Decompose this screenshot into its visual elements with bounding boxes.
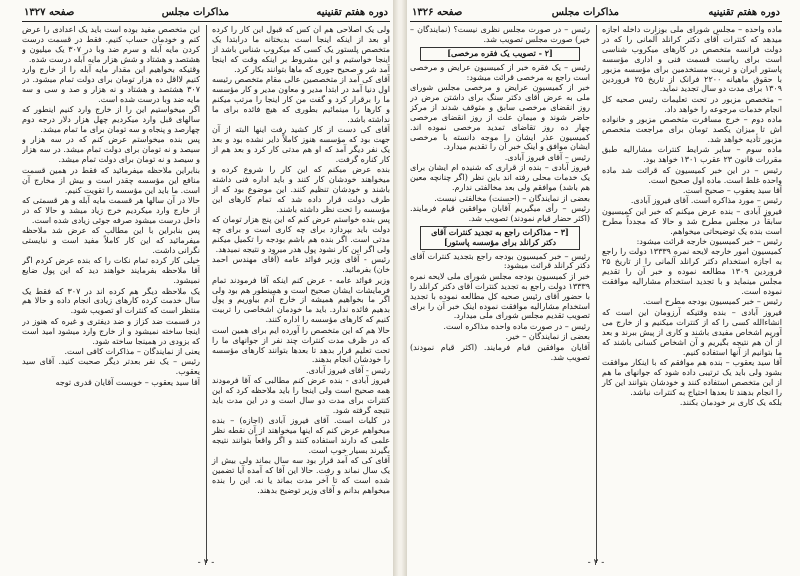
paragraph: فیروز آبادی - بنده عرض کنم مطالبی که آقا فرمودند همه صحیح است ولی اینجا را باید ملاحظه کرد که این کنترات برای مدت دو سال است و در این مدت باید نتیجه گرفته شود. bbox=[212, 376, 390, 415]
paragraph: ماده سوم – سایر شرایط کنترات مشارالیه طبق مقررات قانون ۲۳ عقرب ۱۳۰۱ خواهد بود. bbox=[602, 145, 782, 165]
paragraph: حالا هم که این متخصص را آورده ایم برای همین است که در ظرف مدت کنترات چند نفر از جوانهای ما را تحت تعلیم قرار بدهد تا بعدها بتوانند کارهای مؤسسه را خودشان انجام بدهند. bbox=[212, 325, 390, 365]
paragraph: فیروز آبادی – بنده از قراری که شنیده ام ایشان برای یک خدمات محلی رفته اند باین نظر (اگر چنانچه معین هم باشد) موافقم ولی بعد مخالفتی ندارم. bbox=[410, 163, 590, 193]
paragraph: یعنی از نمایندگان – مذاکرات کافی است. bbox=[64, 347, 200, 356]
paragraph: فیروز آبادی – بنده وقتیکه آرزومان این است که انشاءالله کسی را که از کنترات میکنیم و از خارج می آوریم اشخاص مفیدی باشند و کاری از پیش ببرند و بعد از آن هم نتیجه بگیریم و آن اشخاص کسانی باشند که ما بتوانیم از آنها استفاده کنیم. bbox=[602, 307, 782, 357]
right-page-columns bbox=[410, 25, 782, 563]
page-number: صفحه ۱۳۲۶ bbox=[412, 7, 463, 18]
paragraph: در کلیات است. آقای فیروز آبادی (اجازه) – بنده میخواهم عرض کنم که اینها میخواهند از آن نقطه نظر علمی که دارند استفاده کنند و اگر واقعاً بتوانند نتیجه بگیرند بسیار خوب است. bbox=[212, 416, 390, 456]
paragraph: آقای کی که آمد قرار بود سه سال بماند ولی بیش از یک سال نماند و رفت. حالا این آقا که آمده آیا تضمین شده است که تا آخر مدت بماند یا نه. این را بنده میخواهم بدانم و آقای وزیر توضیح بدهند. bbox=[212, 456, 390, 496]
right-page bbox=[410, 6, 782, 568]
paragraph: وقتیکه بخواهیم این مقدار مایه آبله را از خارج وارد کنیم لااقل ده هزار تومان برای دولت تمام میشود. در ۳۰۷ هشتصد و هشتاد و نه هزار و صد و سی و سه مایه ضد وبا درست شده است. bbox=[22, 65, 200, 104]
paragraph: رئیس – در صورت ماده واحده مذاکره است. bbox=[443, 321, 590, 331]
paragraph: ماده دوم – خرج مسافرت متخصص مزبور و خانواده اش تا میزان یکصد تومان برای مراجعت متخصص مزبور تأدیه خواهد شد. bbox=[602, 115, 782, 144]
session-label: دوره هفتم تقنینیه bbox=[316, 7, 388, 18]
paragraph: وزیر فوائد عامه - عرض کنم اینکه آقا فرمودند تمام فرمایشات ایشان صحیح است و همینطور هم بود ولی اگر ما بخواهیم همیشه از خارج آدم بیاوریم و پول بدهیم فائده ندارد. باید ما خودمان اشخاصی را تربیت کنیم که کارهای مؤسسه را اداره کنند. bbox=[212, 275, 390, 325]
left-page-column-1 bbox=[206, 25, 390, 563]
paragraph: پس بنده میخواستم عرض کنم که در سه هزار و سیصد و نه تومان برای دولت تمام میشد. در سه هزار و سیصد و نه تومان برای دولت تمام میشد. bbox=[22, 135, 200, 165]
paragraph: در قسمت ضد کزاز و ضد دیفتری و غیره که هنوز در اینجا ساخته نمیشود و از خارج وارد میشود امید است که بزودی در همینجا ساخته شود. bbox=[22, 316, 200, 346]
paragraph: رئیس - آقای وزیر فوائد عامه (آقای مهندس احمد خان) بفرمائید. bbox=[212, 255, 390, 275]
left-page-column-2 bbox=[22, 25, 200, 563]
right-page-column-2 bbox=[410, 25, 590, 563]
paragraph: رئیس – یک نفر بعدتر دیگر صحبت کنید. آقای سید یعقوب. bbox=[22, 357, 200, 377]
right-page-header bbox=[410, 6, 782, 22]
left-page-columns bbox=[22, 25, 390, 563]
paragraph: بعضی از نمایندگان – (احسنت) مخالفتی نیست. bbox=[434, 193, 590, 203]
paragraph: رئیس – در این خبر کمیسیون که قرائت شد ماده واحده غلط است. ماده اول صحیح است. bbox=[602, 165, 782, 185]
paragraph: آقای کی دست از کار کشید رفت اینها البته از آن جهت بود که مؤسسه هنوز کاملاً دایر نشده بود و بعد یک نفر دیگر آمد که او هم مدتی کار کرد و بعد هم از کار کناره گرفت. bbox=[212, 125, 390, 164]
paragraph: بلکه یک کاری بر خودمان بکنند. bbox=[679, 398, 782, 408]
right-page-footer: - ۲ - bbox=[587, 558, 605, 568]
paragraph: ولی یک اصلاحی هم آن کس که قبول این کار را کرده او بعد از اینکه اینجا است بدبختانه ما درابتدا یک متخصص پلستور یک کسی که میکروب شناس باشد از اینجا خواستیم و این مشروط بر اینکه وقت که اینجا آمد شر و صحیح جوری که ماها بتوانند بکار کرد. bbox=[212, 25, 390, 74]
paragraph: این متخصص مفید بوده است باید یک اعدادی را عرض کنم و خودمان حساب کنیم. فقط در قسمت درست کردن مایه آبله و سرم ضد وبا در ۳۰۷ یک میلیون و هشتصد و هشتاد و شش هزار مایه آبله درست شده. bbox=[22, 25, 200, 64]
paragraph: رئیس – خبر کمیسیون بودجه راجع بتجدید کنترات آقای دکتر کرانلد قرائت میشود: bbox=[410, 251, 590, 271]
paragraph: اگر میخواستیم این را از خارج وارد کنیم اینطور که سالهای قبل وارد میکردیم چهل هزار دلار درجه دوم چهارصد و پنجاه و سه تومان برای ما تمام میشد. bbox=[22, 105, 200, 135]
page-number: صفحه ۱۳۲۷ bbox=[24, 7, 75, 18]
publication-title: مذاکرات مجلس bbox=[551, 7, 619, 18]
paragraph: آقای کی آمد از متخصصین عالی مقام متخصص رئیسه اول دنیا آمد در ابتدا مدیر و معاون مدیر و کار مؤسسه ما را برقرار کرد و گفت من کار اینجا را مرتب میکنم و کارها را مینمائیم بطوری که هیچ فائده برای ما نداشته باشد. bbox=[212, 75, 390, 124]
page-gutter bbox=[393, 0, 407, 576]
paragraph: رئیس – آقای فیروز آبادی. bbox=[504, 152, 590, 162]
paragraph: رئیس – خبر کمیسیون بودجه مطرح است. bbox=[642, 297, 782, 307]
paragraph: بعضی از نمایندگان – خیر. bbox=[505, 332, 590, 342]
paragraph: آقا سید یعقوب – خوبست آقایان قدری توجه bbox=[55, 377, 200, 387]
section-heading: [۲ - تصویب یک فقره مرخصی] bbox=[420, 47, 580, 61]
paragraph: خیلی کار کرده تمام نکات را که بنده عرض کردم اگر آقا ملاحظه بفرمایند خواهند دید که این پول ضایع نمیشود. bbox=[22, 256, 200, 286]
paragraph: فیروز آبادی – بنده عرض میکنم که خبر این کمیسیون سابقاً در مجلس مطرح شد و حالا که مجدداً مطرح است بنده یک توضیحاتی میخواهم. bbox=[602, 206, 782, 236]
paragraph: یک ملاحظه دیگر هم کرده اند در ۳۰۷ که فقط یک سال خدمت کرده کارهای زیادی انجام داده و حالا هم منتظر است که کنترات او تصویب شود. bbox=[22, 286, 200, 316]
section-heading: [۳ – مذاکرات راجع به تجدید کنترات آقای دکتر کرانلد برای مؤسسه پاستور] bbox=[420, 226, 580, 250]
paragraph: رئیس – در صورت مجلس نظری نیست؟ (نمایندگان – خیر) صورت مجلس تصویب شد. bbox=[410, 25, 590, 44]
left-page-header bbox=[22, 6, 390, 22]
paragraph: آقا سید یعقوب – صحیح است. bbox=[682, 186, 782, 195]
paragraph: آقا سید یعقوب – بنده هم موافقم که با اینکار موافقت بشود ولی باید یک ترتیبی داده شود که جوانهای ما هم از این متخصص استفاده کنند و خودشان بتوانند این کار را انجام بدهند تا بعدها احتیاج به کنترات نباشد. bbox=[602, 357, 782, 397]
paragraph: رئیس – یک فقره خبر از کمیسیون عرایض و مرخصی است راجع به مرخصی قرائت میشود: bbox=[410, 62, 590, 82]
paragraph: خبر از کمیسیون عرایض و مرخصی مجلس شورای ملی به عرض آقای دکتر سنگ برای داشتن مرض در روز انقضای مرخصی سابق و متوقف شدند از مرکز حاضر شوند و میمان علت از روز انقضای مرخصی چهار ده روز تقاضای تمدید مرخصی نموده اند. کمیسیون عذر ایشان را موجه دانسته با مرخصی ایشان موافق و اینک خبر آن را تقدیم میدارد. bbox=[410, 83, 590, 152]
paragraph: بنابراین ملاحظه میفرمائید که فقط در همین قسمت منافع این مؤسسه چقدر است و بیش از مخارج آن است. ما باید این مؤسسه را تقویت کنیم. bbox=[22, 165, 200, 195]
paragraph: رئیس – رأی میگیریم آقایان موافقین قیام فرمایند. (اکثر حضار قیام نمودند) تصویب شد. bbox=[410, 203, 590, 223]
right-page-column-1 bbox=[596, 25, 782, 563]
paragraph: ماده واحده – مجلس شورای ملی بوزارت داخله اجازه میدهد که کنترات آقای دکتر کرانلد آلمانی را که در دولت فرانسه متخصص در کارهای میکروب شناسی است برای ریاست قسمت فنی و اداری مؤسسه پاستور ایران و تربیت مستخدمین برای مؤسسه مزبور با حقوق ماهیانه ۲۲۰۰ فرانک از تاریخ ۲۵ فروردین ۱۳۰۹ برای مدت دو سال تجدید نماید. bbox=[602, 25, 782, 94]
left-page bbox=[22, 6, 390, 568]
paragraph: رئیس - آقای فیروز آبادی. bbox=[306, 365, 390, 375]
paragraph: آقایان موافقین قیام فرمایند. (اکثر قیام نمودند) تصویب شد. bbox=[410, 342, 590, 362]
paragraph: کمیسیون امور خارجه لایحه نمره ۱۳۳۳۹ دولت را راجع به اجازه استخدام دکتر کرانلد آلمانی را از تاریخ ۲۵ فروردین ۱۳۰۹ مطالعه نموده و خبر آن را تقدیم مجلس مینماید و با تجدید استخدام مشارالیه موافقت نموده است. bbox=[602, 247, 782, 297]
paragraph: – متخصص مزبور در تحت تعلیمات رئیس صحیه کل انجام خدمات مرجوعه را خواهد داد. bbox=[602, 94, 782, 114]
paragraph: رئیس – خبر کمیسیون خارجه قرائت میشود: bbox=[636, 237, 782, 247]
paragraph: حالا در آن سالها هر قسمت مایه آبله و هر قسمتی که از خارج وارد میکردیم خرج زیاد میشد و حالا که در داخل درست میشود صرفه جوئی زیادی شده است. bbox=[22, 195, 200, 225]
publication-title: مذاکرات مجلس bbox=[161, 7, 229, 18]
paragraph: پس بنده خواستم عرض کنم که این پنج هزار تومان که دولت باید بپردازد برای چه کاری است و برای چه مدتی است. اگر بنده هم باشم بودجه را تکمیل میکنم ولی اگر این کار نشود پول هدر میرود و نتیجه نمیدهد. bbox=[212, 215, 390, 254]
paragraph: بنده عرض میکنم که این کار را شروع کرده و میخواهند خودشان کار کنند و باید اداره فنی داشته باشند و خودشان تنظیم کنند. این موضوع بود که از طرف دولت قرار داده شد که تمام کارهای این مؤسسه را تحت نظر داشته باشند. bbox=[212, 165, 390, 214]
paragraph: رئیس – مورد مذاکره است. آقای فیروز آبادی. bbox=[630, 196, 782, 206]
paragraph: پس بنابراین با این مطالب که عرض شد ملاحظه میفرمائید که این کار کاملاً مفید است و نبایستی نگرانی داشت. bbox=[22, 226, 200, 255]
session-label: دوره هفتم تقنینیه bbox=[708, 7, 780, 18]
left-page-footer: - ۲ - bbox=[197, 558, 215, 568]
paragraph: خبر از کمیسیون بودجه مجلس شورای ملی لایحه نمره ۱۳۳۳۹ دولت راجع به تجدید کنترات آقای دکتر کرانلد را با حضور آقای رئیس صحیه کل مطالعه نموده با تجدید استخدام مشارالیه موافقت نموده اینک خبر آن را برای تصویب تقدیم مجلس شورای ملی میدارد. bbox=[410, 271, 590, 321]
